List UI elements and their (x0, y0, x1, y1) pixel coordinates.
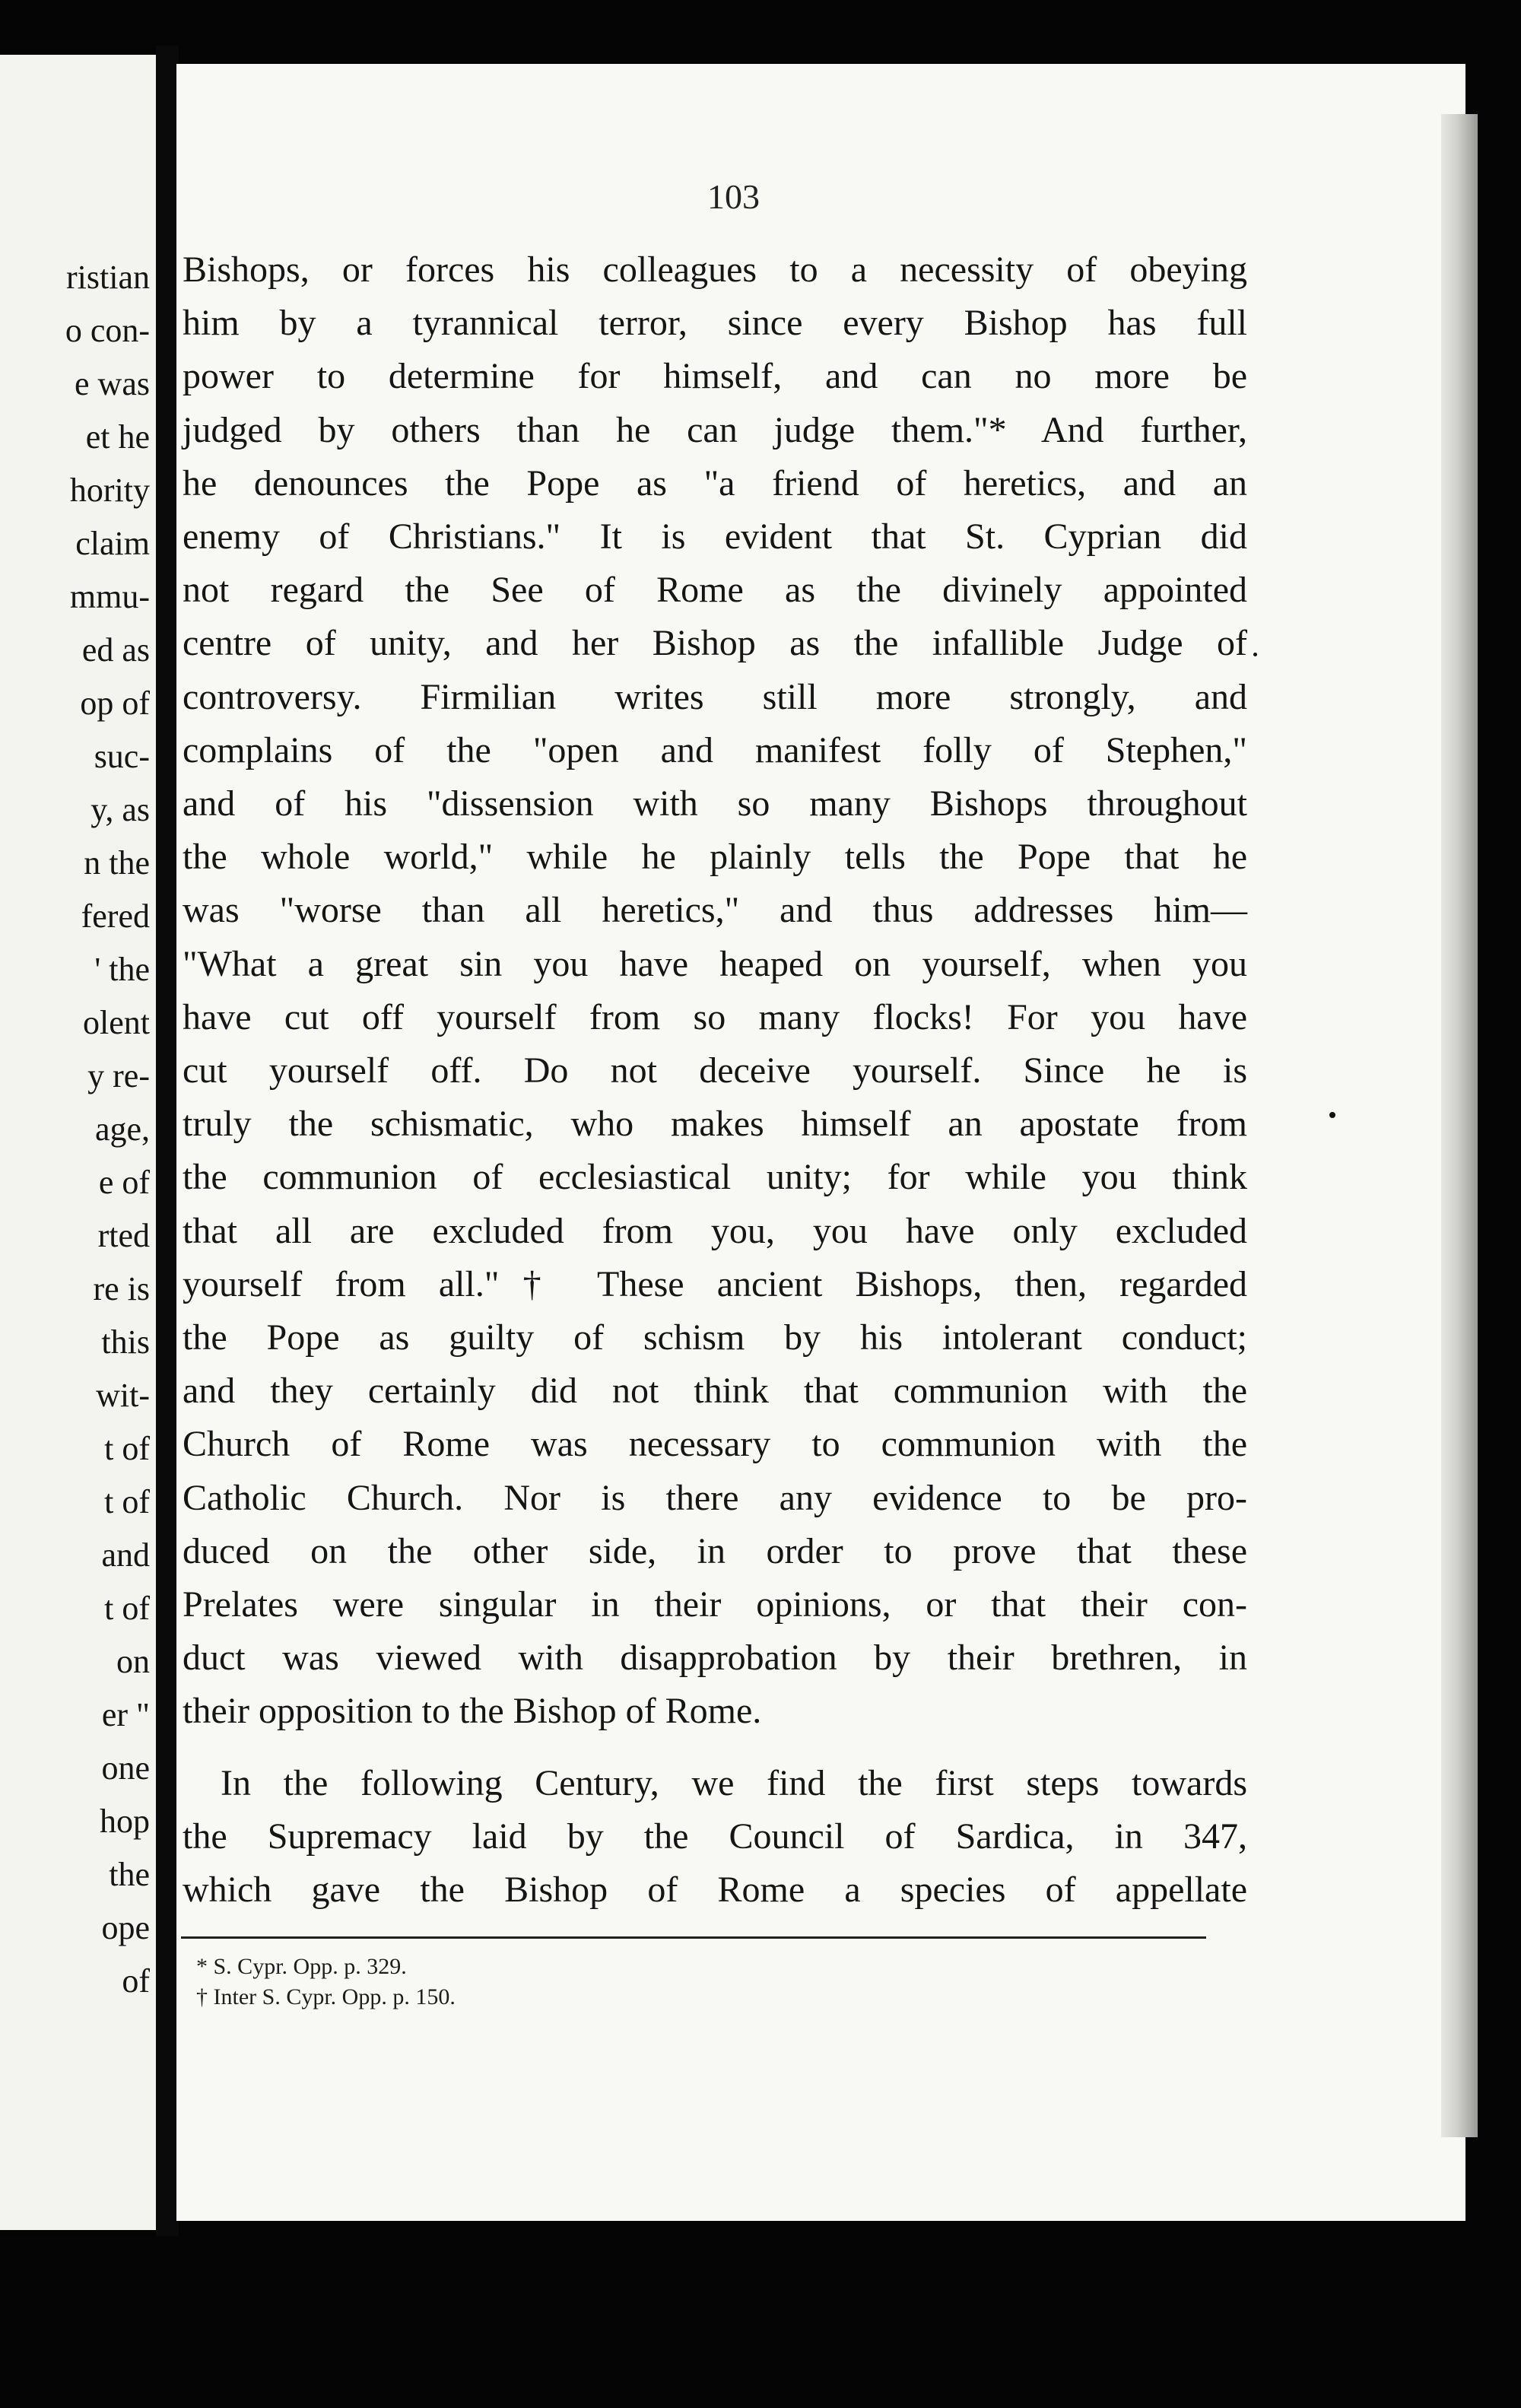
text-line: truly the schismatic, who makes himself an apostate from (183, 1104, 1247, 1145)
left-page-fragment-line: suc- (94, 738, 150, 775)
left-page-fragment-line: e of (98, 1164, 150, 1201)
text-line: Prelates were singular in their opinions, or that their con- (183, 1584, 1247, 1625)
left-page-fragment-line: n the (84, 844, 150, 882)
left-page-fragment-line: re is (93, 1270, 150, 1307)
left-page-fragment-line: op of (80, 685, 150, 722)
text-line: complains of the "open and manifest folly of Stephen," (183, 729, 1247, 770)
book-spine (156, 46, 179, 2236)
text-line: centre of unity, and her Bishop as the infallible Judge of (183, 623, 1247, 664)
text-line: Church of Rome was necessary to communion with the (183, 1424, 1247, 1465)
page-edge-shadow (1441, 114, 1478, 2137)
text-line: not regard the See of Rome as the divinely appointed (183, 570, 1247, 611)
left-page-fragment-line: and (101, 1536, 150, 1574)
text-line: yourself from all."† These ancient Bishops, then, regarded (183, 1263, 1247, 1304)
left-page-fragment-line: ristian (66, 259, 150, 296)
text-line: Bishops, or forces his colleagues to a necessity of obeying (183, 249, 1247, 290)
text-line: have cut off yourself from so many flocks! For you have (183, 996, 1247, 1037)
text-line: the Pope as guilty of schism by his intolerant conduct; (183, 1317, 1247, 1358)
left-page-fragment-line: t of (104, 1483, 150, 1520)
left-page-fragment-line: wit- (96, 1377, 150, 1414)
left-page-fragment-line: fered (81, 897, 150, 935)
text-line: which gave the Bishop of Rome a species of appellate (183, 1870, 1247, 1911)
left-page-fragment-line: ' the (94, 951, 150, 988)
left-page-fragment-line: mmu- (69, 578, 150, 615)
left-page-fragment-line: e was (75, 365, 150, 402)
left-page-fragment-line: this (101, 1323, 150, 1361)
left-page-fragment-line: et he (85, 418, 150, 456)
left-page-fragment-line: o con- (65, 312, 150, 349)
footnote-rule (181, 1936, 1206, 1939)
left-page-fragment-line: one (101, 1749, 150, 1787)
paragraph-2 (183, 1757, 1247, 1917)
text-line: their opposition to the Bishop of Rome. (183, 1691, 762, 1732)
left-page-fragment-line: ope (101, 1909, 150, 1946)
body-text (183, 243, 1247, 1917)
left-page-fragment-line: olent (83, 1004, 150, 1041)
left-page-fragment-line: y, as (90, 791, 150, 828)
text-line: was "worse than all heretics," and thus addresses him— (183, 890, 1247, 931)
text-line: In the following Century, we find the first steps towards (221, 1762, 1247, 1803)
ink-speck (1329, 1112, 1335, 1118)
left-page-fragment-line: hop (100, 1803, 150, 1840)
left-page-fragment-line: of (122, 1962, 150, 2000)
ink-speck (1253, 653, 1257, 656)
paragraph-1 (183, 243, 1247, 1739)
left-page-fragment-line: t of (104, 1590, 150, 1627)
text-line: "What a great sin you have heaped on yourself, when you (183, 943, 1247, 984)
text-line: and they certainly did not think that communion with the (183, 1371, 1247, 1412)
left-page-fragment-line: age, (94, 1110, 150, 1148)
left-page-fragment-line: the (109, 1856, 150, 1893)
left-page-fragment-line: ed as (81, 631, 150, 669)
left-page-fragment-line: claim (75, 525, 150, 562)
left-page-fragment-line: er " (101, 1696, 150, 1733)
text-line: duct was viewed with disapprobation by their brethren, in (183, 1638, 1247, 1679)
text-line: cut yourself off. Do not deceive yourself. Since he is (183, 1050, 1247, 1091)
left-page-fragment-line: on (116, 1643, 150, 1680)
text-line: Catholic Church. Nor is there any evidence to be pro- (183, 1477, 1247, 1518)
left-page-fragment (0, 55, 156, 2230)
text-line: and of his "dissension with so many Bishops throughout (183, 783, 1247, 824)
footnote: * S. Cypr. Opp. p. 329. (196, 1954, 407, 1979)
left-page-fragment-line: rted (97, 1217, 150, 1254)
text-line: controversy. Firmilian writes still more strongly, and (183, 676, 1247, 717)
left-page-line-endings (65, 251, 150, 2008)
text-line: duced on the other side, in order to prove that these (183, 1530, 1247, 1571)
footnote: † Inter S. Cypr. Opp. p. 150. (196, 1984, 456, 2009)
text-line: judged by others than he can judge them."* And further, (183, 409, 1247, 450)
text-line: he denounces the Pope as "a friend of heretics, and an (183, 462, 1247, 504)
text-line: the communion of ecclesiastical unity; for while you think (183, 1157, 1247, 1198)
text-line: enemy of Christians." It is evident that St. Cyprian did (183, 516, 1247, 558)
text-line: that all are excluded from you, you have only excluded (183, 1210, 1247, 1251)
text-line: the Supremacy laid by the Council of Sardica, in 347, (183, 1816, 1247, 1857)
text-line: him by a tyrannical terror, since every Bishop has full (183, 303, 1247, 344)
left-page-fragment-line: hority (69, 472, 150, 509)
left-page-fragment-line: t of (104, 1430, 150, 1467)
page-number: 103 (707, 177, 760, 216)
footnotes (196, 1952, 456, 2012)
left-page-fragment-line: y re- (87, 1057, 150, 1094)
text-line: the whole world," while he plainly tells the Pope that he (183, 837, 1247, 878)
text-line: power to determine for himself, and can no more be (183, 356, 1247, 397)
